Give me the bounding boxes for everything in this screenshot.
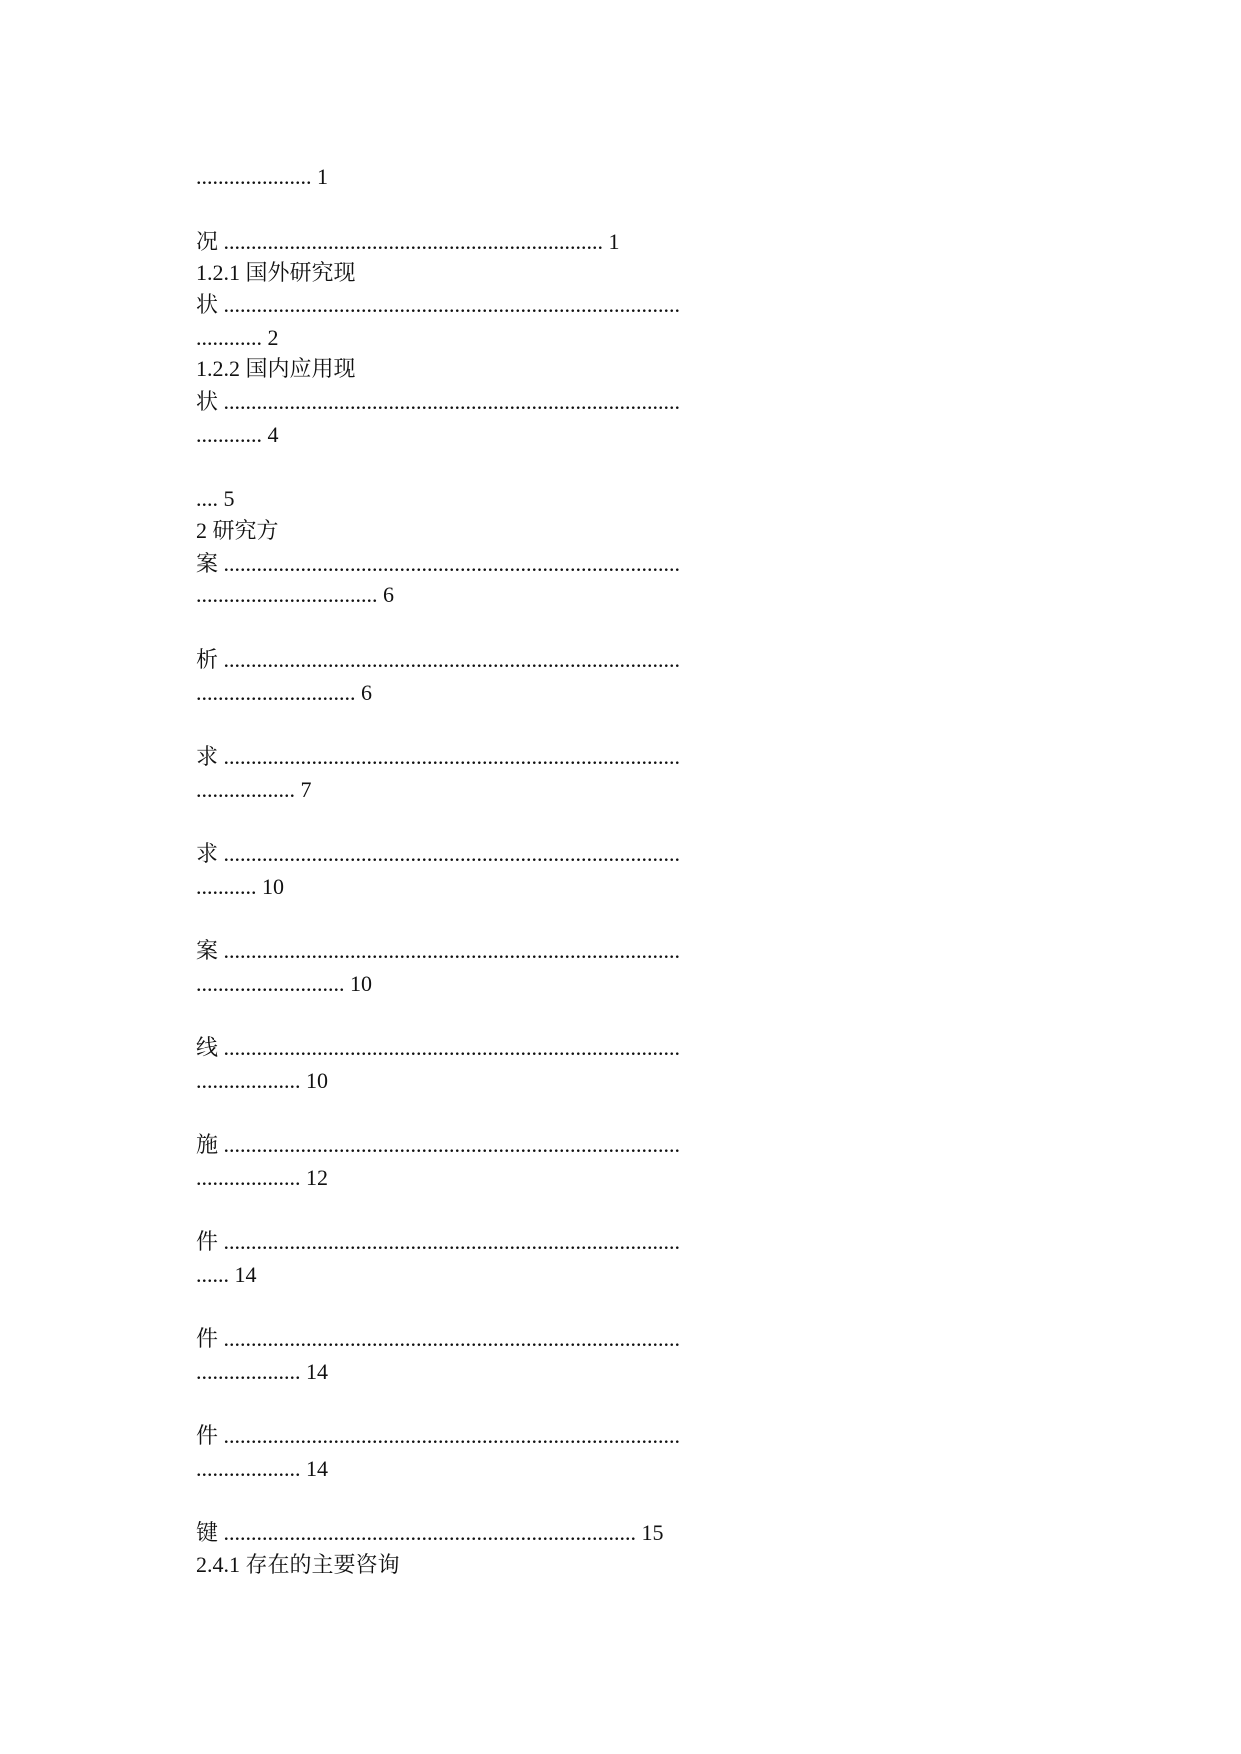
- toc-line: 2.4.1 存在的主要咨询: [196, 1552, 400, 1577]
- toc-line: ............................. 6: [196, 680, 372, 705]
- toc-line: 求 ...................................................................................: [196, 841, 681, 866]
- toc-line: ................................. 6: [196, 582, 394, 607]
- toc-line: 案 ...................................................................................: [196, 551, 681, 576]
- toc-line: .... 5: [196, 486, 235, 511]
- toc-line: 件 ...................................................................................: [196, 1229, 681, 1254]
- toc-line: 件 ...................................................................................: [196, 1326, 681, 1351]
- toc-line: ................... 12: [196, 1165, 328, 1190]
- toc-line: 案 ...................................................................................: [196, 938, 681, 963]
- toc-line: 析 ...................................................................................: [196, 647, 681, 672]
- toc-line: ........... 10: [196, 874, 284, 899]
- toc-line: ...... 14: [196, 1262, 257, 1287]
- toc-line: 件 ...................................................................................: [196, 1423, 681, 1448]
- toc-line: 状 ...................................................................................: [196, 292, 681, 317]
- toc-line: ................... 14: [196, 1359, 328, 1384]
- toc-line: 施 ...................................................................................: [196, 1132, 681, 1157]
- toc-line: 线 ...................................................................................: [196, 1035, 681, 1060]
- toc-line: ............ 2: [196, 325, 279, 350]
- toc-line: 况 ..................................................................... 1: [196, 229, 620, 254]
- toc-line: ............ 4: [196, 422, 279, 447]
- toc-line: ................... 10: [196, 1068, 328, 1093]
- toc-line: 2 研究方: [196, 518, 279, 543]
- toc-line: ........................... 10: [196, 971, 372, 996]
- toc-line: 1.2.1 国外研究现: [196, 260, 356, 285]
- toc-line: ................... 14: [196, 1456, 328, 1481]
- toc-line: 1.2.2 国内应用现: [196, 356, 356, 381]
- toc-line: 状 ...................................................................................: [196, 389, 681, 414]
- toc-line: 求 ...................................................................................: [196, 744, 681, 769]
- toc-line: ..................... 1: [196, 164, 328, 189]
- toc-line: 键 ........................................................................... 15: [196, 1520, 664, 1545]
- toc-line: .................. 7: [196, 777, 312, 802]
